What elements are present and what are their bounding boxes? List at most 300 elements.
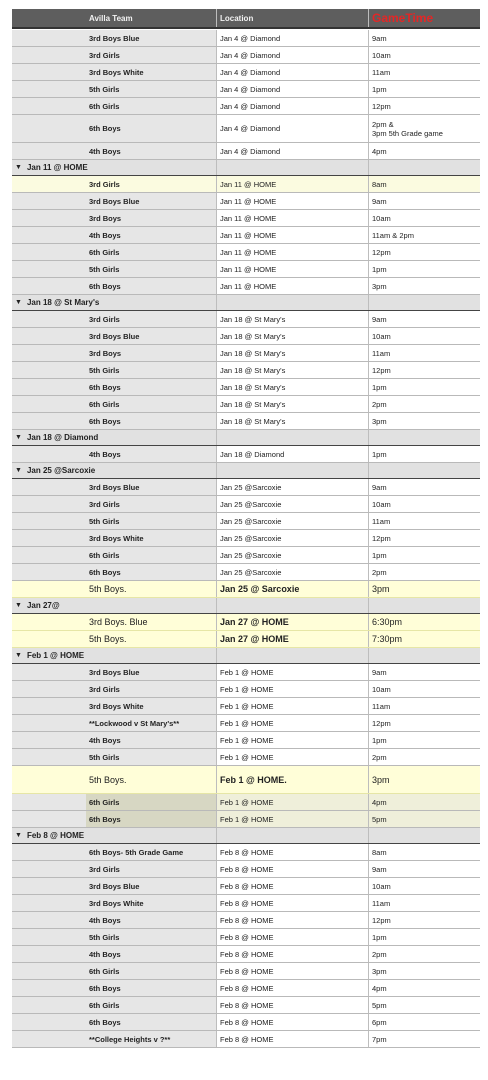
team-cell[interactable]: 3rd Boys <box>86 345 216 361</box>
table-row[interactable] <box>12 963 480 980</box>
header-location[interactable]: Location <box>216 9 368 27</box>
location-cell[interactable]: Jan 18 @ St Mary's <box>216 379 368 395</box>
group-label-cell[interactable] <box>12 160 216 175</box>
team-cell[interactable]: 3rd Boys Blue <box>86 328 216 344</box>
triangle-down-icon[interactable]: ▼ <box>15 299 22 306</box>
location-cell[interactable]: Jan 18 @ St Mary's <box>216 362 368 378</box>
table-row[interactable] <box>12 698 480 715</box>
location-cell[interactable]: Feb 8 @ HOME <box>216 997 368 1013</box>
table-row[interactable] <box>12 362 480 379</box>
time-cell[interactable]: 1pm <box>368 732 480 748</box>
time-cell[interactable]: 12pm <box>368 244 480 260</box>
location-cell[interactable]: Jan 25 @Sarcoxie <box>216 530 368 546</box>
banner-row[interactable] <box>12 631 480 648</box>
location-cell[interactable]: Jan 4 @ Diamond <box>216 81 368 97</box>
team-cell[interactable]: 3rd Boys Blue <box>86 479 216 495</box>
location-cell[interactable]: Feb 8 @ HOME <box>216 1014 368 1030</box>
row-spacer-cell[interactable] <box>12 749 86 765</box>
table-row[interactable] <box>12 328 480 345</box>
team-cell[interactable]: 6th Boys <box>86 115 216 142</box>
table-row[interactable] <box>12 244 480 261</box>
row-spacer-cell[interactable] <box>12 513 86 529</box>
group-header-row[interactable] <box>12 598 480 614</box>
team-cell[interactable]: 3rd Boys Blue <box>86 193 216 209</box>
table-row[interactable] <box>12 413 480 430</box>
team-cell[interactable]: 4th Boys <box>86 227 216 243</box>
team-cell[interactable]: 6th Boys <box>86 980 216 996</box>
row-spacer-cell[interactable] <box>12 631 86 647</box>
table-row[interactable] <box>12 1014 480 1031</box>
time-cell[interactable]: 12pm <box>368 715 480 731</box>
location-cell[interactable]: Jan 11 @ HOME <box>216 244 368 260</box>
table-row[interactable] <box>12 811 480 828</box>
time-cell[interactable]: 12pm <box>368 362 480 378</box>
row-spacer-cell[interactable] <box>12 244 86 260</box>
table-row[interactable] <box>12 794 480 811</box>
location-cell[interactable]: Jan 11 @ HOME <box>216 193 368 209</box>
time-cell[interactable]: 2pm <box>368 749 480 765</box>
location-cell[interactable]: Feb 1 @ HOME <box>216 749 368 765</box>
table-row[interactable] <box>12 715 480 732</box>
team-cell[interactable]: 3rd Boys White <box>86 895 216 911</box>
time-cell[interactable]: 4pm <box>368 794 480 810</box>
time-cell[interactable]: 3pm <box>368 278 480 294</box>
time-cell[interactable]: 9am <box>368 311 480 327</box>
table-row[interactable] <box>12 446 480 463</box>
table-row[interactable] <box>12 997 480 1014</box>
table-row[interactable] <box>12 210 480 227</box>
table-row[interactable] <box>12 227 480 244</box>
team-cell[interactable]: 6th Girls <box>86 98 216 114</box>
location-cell[interactable]: Feb 8 @ HOME <box>216 912 368 928</box>
team-cell[interactable]: 3rd Boys. Blue <box>89 617 148 627</box>
team-cell[interactable]: 5th Girls <box>86 513 216 529</box>
location-cell[interactable]: Jan 11 @ HOME <box>216 210 368 226</box>
time-cell[interactable]: 8am <box>368 176 480 192</box>
time-cell[interactable]: 2pm <box>368 946 480 962</box>
row-spacer-cell[interactable] <box>12 895 86 911</box>
team-cell[interactable]: 6th Boys <box>86 811 216 827</box>
location-cell[interactable]: Jan 11 @ HOME <box>216 261 368 277</box>
team-cell[interactable]: 6th Girls <box>86 997 216 1013</box>
row-spacer-cell[interactable] <box>12 997 86 1013</box>
time-cell[interactable]: 3pm <box>368 581 480 597</box>
time-cell[interactable]: 1pm <box>368 379 480 395</box>
table-row[interactable] <box>12 980 480 997</box>
time-cell[interactable]: 2pm <box>368 396 480 412</box>
time-cell[interactable]: 12pm <box>368 98 480 114</box>
row-spacer-cell[interactable] <box>12 844 86 860</box>
team-cell[interactable]: 6th Girls <box>86 794 216 810</box>
location-cell[interactable]: Feb 8 @ HOME <box>216 878 368 894</box>
location-cell[interactable]: Jan 18 @ St Mary's <box>216 311 368 327</box>
time-cell[interactable]: 4pm <box>368 980 480 996</box>
group-header-row[interactable] <box>12 648 480 664</box>
location-cell[interactable]: Jan 11 @ HOME <box>216 227 368 243</box>
table-row[interactable] <box>12 30 480 47</box>
location-cell[interactable]: Feb 1 @ HOME <box>216 715 368 731</box>
row-spacer-cell[interactable] <box>12 261 86 277</box>
group-empty-cell[interactable] <box>216 160 368 175</box>
team-cell[interactable]: 5th Boys. <box>89 584 127 594</box>
row-spacer-cell[interactable] <box>12 446 86 462</box>
group-label-cell[interactable] <box>12 598 216 613</box>
triangle-down-icon[interactable]: ▼ <box>15 467 22 474</box>
group-label-cell[interactable] <box>12 648 216 663</box>
team-cell[interactable]: 3rd Boys Blue <box>86 664 216 680</box>
team-cell[interactable]: 6th Girls <box>86 963 216 979</box>
table-row[interactable] <box>12 513 480 530</box>
location-cell[interactable]: Feb 8 @ HOME <box>216 929 368 945</box>
team-cell[interactable]: 3rd Boys White <box>86 698 216 714</box>
table-row[interactable] <box>12 547 480 564</box>
table-row[interactable] <box>12 479 480 496</box>
time-cell[interactable]: 9am <box>368 479 480 495</box>
location-cell[interactable]: Jan 25 @ Sarcoxie <box>216 581 368 597</box>
table-row[interactable] <box>12 261 480 278</box>
time-cell[interactable]: 11am & 2pm <box>368 227 480 243</box>
time-cell[interactable]: 3pm <box>368 963 480 979</box>
row-spacer-cell[interactable] <box>12 878 86 894</box>
table-row[interactable] <box>12 681 480 698</box>
location-cell[interactable]: Jan 18 @ Diamond <box>216 446 368 462</box>
location-cell[interactable]: Jan 25 @Sarcoxie <box>216 547 368 563</box>
row-spacer-cell[interactable] <box>12 715 86 731</box>
location-cell[interactable]: Jan 18 @ St Mary's <box>216 345 368 361</box>
location-cell[interactable]: Jan 18 @ St Mary's <box>216 396 368 412</box>
row-spacer-cell[interactable] <box>12 811 86 827</box>
time-cell[interactable]: 9am <box>368 664 480 680</box>
location-cell[interactable]: Jan 11 @ HOME <box>216 176 368 192</box>
row-spacer-cell[interactable] <box>12 732 86 748</box>
group-label-cell[interactable] <box>12 463 216 478</box>
time-cell[interactable]: 1pm <box>368 261 480 277</box>
row-spacer-cell[interactable] <box>12 362 86 378</box>
row-spacer-cell[interactable] <box>12 564 86 580</box>
row-spacer-cell[interactable] <box>12 379 86 395</box>
group-empty-cell[interactable] <box>368 598 480 613</box>
table-row[interactable] <box>12 861 480 878</box>
table-row[interactable] <box>12 844 480 861</box>
location-cell[interactable]: Feb 1 @ HOME <box>216 732 368 748</box>
location-cell[interactable]: Jan 4 @ Diamond <box>216 30 368 46</box>
location-cell[interactable]: Feb 8 @ HOME <box>216 861 368 877</box>
time-cell[interactable]: 9am <box>368 861 480 877</box>
group-empty-cell[interactable] <box>216 463 368 478</box>
location-cell[interactable]: Jan 4 @ Diamond <box>216 64 368 80</box>
time-cell[interactable]: 10am <box>368 328 480 344</box>
table-row[interactable] <box>12 379 480 396</box>
row-spacer-cell[interactable] <box>12 396 86 412</box>
header-team[interactable]: Avilla Team <box>89 13 133 23</box>
row-spacer-cell[interactable] <box>12 912 86 928</box>
team-cell[interactable]: 5th Girls <box>86 749 216 765</box>
time-cell[interactable]: 5pm <box>368 811 480 827</box>
group-empty-cell[interactable] <box>216 828 368 843</box>
location-cell[interactable]: Jan 4 @ Diamond <box>216 143 368 159</box>
table-row[interactable] <box>12 115 480 143</box>
time-cell[interactable]: 10am <box>368 210 480 226</box>
team-cell[interactable]: 6th Girls <box>86 547 216 563</box>
team-cell[interactable]: 5th Boys. <box>89 634 127 644</box>
location-cell[interactable]: Jan 25 @Sarcoxie <box>216 513 368 529</box>
header-gametime[interactable]: GameTime <box>368 9 480 27</box>
table-row[interactable] <box>12 47 480 64</box>
location-cell[interactable]: Jan 25 @Sarcoxie <box>216 496 368 512</box>
table-row[interactable] <box>12 912 480 929</box>
group-empty-cell[interactable] <box>368 828 480 843</box>
team-cell[interactable]: 3rd Boys Blue <box>86 30 216 46</box>
table-row[interactable] <box>12 530 480 547</box>
triangle-down-icon[interactable]: ▼ <box>15 602 22 609</box>
row-spacer-cell[interactable] <box>12 681 86 697</box>
row-spacer-cell[interactable] <box>12 547 86 563</box>
location-cell[interactable]: Jan 27 @ HOME <box>216 614 368 630</box>
team-cell[interactable]: 3rd Girls <box>86 47 216 63</box>
row-spacer-cell[interactable] <box>12 210 86 226</box>
group-empty-cell[interactable] <box>216 598 368 613</box>
group-label-cell[interactable] <box>12 295 216 310</box>
table-row[interactable] <box>12 98 480 115</box>
triangle-down-icon[interactable]: ▼ <box>15 652 22 659</box>
team-cell[interactable]: 5th Girls <box>86 261 216 277</box>
table-row[interactable] <box>12 193 480 210</box>
team-cell[interactable]: 6th Girls <box>86 244 216 260</box>
group-header-row[interactable] <box>12 295 480 311</box>
table-row[interactable] <box>12 278 480 295</box>
row-spacer-cell[interactable] <box>12 143 86 159</box>
time-cell[interactable]: 9am <box>368 193 480 209</box>
team-cell[interactable]: 5th Girls <box>86 362 216 378</box>
location-cell[interactable]: Feb 8 @ HOME <box>216 1031 368 1047</box>
row-spacer-cell[interactable] <box>12 581 86 597</box>
time-cell[interactable]: 1pm <box>368 446 480 462</box>
team-cell[interactable]: **Lockwood v St Mary's** <box>86 715 216 731</box>
group-label-cell[interactable] <box>12 430 216 445</box>
location-cell[interactable]: Feb 1 @ HOME <box>216 794 368 810</box>
time-cell[interactable]: 3pm <box>368 766 480 793</box>
table-row[interactable] <box>12 732 480 749</box>
group-empty-cell[interactable] <box>216 295 368 310</box>
team-cell[interactable]: 5th Boys. <box>89 774 127 785</box>
time-cell[interactable]: 6:30pm <box>368 614 480 630</box>
group-label-cell[interactable] <box>12 828 216 843</box>
time-cell[interactable]: 10am <box>368 496 480 512</box>
time-cell[interactable]: 11am <box>368 513 480 529</box>
location-cell[interactable]: Jan 4 @ Diamond <box>216 47 368 63</box>
table-row[interactable] <box>12 929 480 946</box>
row-spacer-cell[interactable] <box>12 698 86 714</box>
row-spacer-cell[interactable] <box>12 227 86 243</box>
row-spacer-cell[interactable] <box>12 311 86 327</box>
row-spacer-cell[interactable] <box>12 176 86 192</box>
table-row[interactable] <box>12 946 480 963</box>
location-cell[interactable]: Jan 25 @Sarcoxie <box>216 564 368 580</box>
table-row[interactable] <box>12 64 480 81</box>
location-cell[interactable]: Jan 4 @ Diamond <box>216 98 368 114</box>
row-spacer-cell[interactable] <box>12 794 86 810</box>
location-cell[interactable]: Jan 25 @Sarcoxie <box>216 479 368 495</box>
group-header-row[interactable] <box>12 463 480 479</box>
row-spacer-cell[interactable] <box>12 861 86 877</box>
team-cell[interactable]: 4th Boys <box>86 946 216 962</box>
row-spacer-cell[interactable] <box>12 479 86 495</box>
team-cell[interactable]: 4th Boys <box>86 912 216 928</box>
time-cell[interactable]: 7pm <box>368 1031 480 1047</box>
table-row[interactable] <box>12 143 480 160</box>
table-row[interactable] <box>12 311 480 328</box>
time-cell[interactable]: 2pm <box>368 564 480 580</box>
row-spacer-cell[interactable] <box>12 328 86 344</box>
table-row[interactable] <box>12 749 480 766</box>
location-cell[interactable]: Jan 27 @ HOME <box>216 631 368 647</box>
time-cell[interactable]: 11am <box>368 895 480 911</box>
team-cell[interactable]: 6th Boys <box>86 379 216 395</box>
table-row[interactable] <box>12 564 480 581</box>
time-cell[interactable]: 1pm <box>368 547 480 563</box>
table-row[interactable] <box>12 345 480 362</box>
team-cell[interactable]: 3rd Girls <box>86 681 216 697</box>
location-cell[interactable]: Feb 8 @ HOME <box>216 963 368 979</box>
row-spacer-cell[interactable] <box>12 1031 86 1047</box>
group-empty-cell[interactable] <box>368 430 480 445</box>
table-row[interactable] <box>12 176 480 193</box>
team-cell[interactable]: 3rd Boys <box>86 210 216 226</box>
time-cell[interactable]: 11am <box>368 698 480 714</box>
row-spacer-cell[interactable] <box>12 929 86 945</box>
team-cell[interactable]: 4th Boys <box>86 446 216 462</box>
time-cell[interactable]: 10am <box>368 681 480 697</box>
team-cell[interactable]: 3rd Boys White <box>86 530 216 546</box>
row-spacer-cell[interactable] <box>12 30 86 46</box>
team-cell[interactable]: 3rd Girls <box>86 861 216 877</box>
row-spacer-cell[interactable] <box>12 946 86 962</box>
time-cell[interactable]: 1pm <box>368 81 480 97</box>
row-spacer-cell[interactable] <box>12 496 86 512</box>
team-cell[interactable]: 6th Girls <box>86 396 216 412</box>
time-cell[interactable]: 8am <box>368 844 480 860</box>
group-empty-cell[interactable] <box>216 430 368 445</box>
group-label: Jan 25 @Sarcoxie <box>26 466 96 475</box>
team-cell[interactable]: 5th Girls <box>86 929 216 945</box>
time-cell[interactable]: 12pm <box>368 912 480 928</box>
row-spacer-cell[interactable] <box>12 115 86 142</box>
table-row[interactable] <box>12 396 480 413</box>
team-cell[interactable]: 3rd Girls <box>89 179 120 189</box>
row-spacer-cell[interactable] <box>12 963 86 979</box>
location-cell[interactable]: Feb 1 @ HOME. <box>216 766 368 793</box>
team-cell[interactable]: 6th Boys <box>86 278 216 294</box>
location-cell[interactable]: Feb 8 @ HOME <box>216 844 368 860</box>
time-cell[interactable]: 1pm <box>368 929 480 945</box>
row-spacer-cell[interactable] <box>12 81 86 97</box>
group-empty-cell[interactable] <box>216 648 368 663</box>
banner-row[interactable] <box>12 614 480 631</box>
team-cell[interactable]: 3rd Girls <box>86 496 216 512</box>
time-cell[interactable]: 2pm & 3pm 5th Grade game <box>368 115 480 142</box>
row-spacer-cell[interactable] <box>12 413 86 429</box>
team-cell[interactable]: 4th Boys <box>86 143 216 159</box>
team-cell[interactable]: 6th Boys <box>86 1014 216 1030</box>
location-cell[interactable]: Jan 18 @ St Mary's <box>216 413 368 429</box>
table-row[interactable] <box>12 1031 480 1048</box>
team-cell[interactable]: 4th Boys <box>86 732 216 748</box>
time-cell[interactable]: 7:30pm <box>368 631 480 647</box>
group-empty-cell[interactable] <box>368 463 480 478</box>
location-cell[interactable]: Jan 18 @ St Mary's <box>216 328 368 344</box>
row-spacer-cell[interactable] <box>12 530 86 546</box>
banner-row[interactable] <box>12 766 480 794</box>
team-cell[interactable]: 5th Girls <box>86 81 216 97</box>
table-row[interactable] <box>12 878 480 895</box>
table-row[interactable] <box>12 496 480 513</box>
group-empty-cell[interactable] <box>368 295 480 310</box>
group-header-row[interactable] <box>12 828 480 844</box>
row-spacer-cell[interactable] <box>12 278 86 294</box>
time-cell[interactable]: 3pm <box>368 413 480 429</box>
time-cell[interactable]: 6pm <box>368 1014 480 1030</box>
time-cell[interactable]: 12pm <box>368 530 480 546</box>
time-cell[interactable]: 4pm <box>368 143 480 159</box>
location-cell[interactable]: Feb 1 @ HOME <box>216 698 368 714</box>
table-row[interactable] <box>12 664 480 681</box>
group-header-row[interactable] <box>12 160 480 176</box>
team-cell[interactable]: 6th Boys- 5th Grade Game <box>86 844 216 860</box>
row-spacer-cell[interactable] <box>12 1014 86 1030</box>
location-cell[interactable]: Feb 1 @ HOME <box>216 811 368 827</box>
team-cell[interactable]: 3rd Boys White <box>86 64 216 80</box>
row-spacer-cell[interactable] <box>12 980 86 996</box>
location-cell[interactable]: Feb 1 @ HOME <box>216 664 368 680</box>
row-spacer-cell[interactable] <box>12 766 86 793</box>
location-cell[interactable]: Feb 8 @ HOME <box>216 980 368 996</box>
group-empty-cell[interactable] <box>368 648 480 663</box>
group-empty-cell[interactable] <box>368 160 480 175</box>
time-cell[interactable]: 9am <box>368 30 480 46</box>
row-spacer-cell[interactable] <box>12 193 86 209</box>
location-cell[interactable]: Jan 11 @ HOME <box>216 278 368 294</box>
location-cell[interactable]: Feb 1 @ HOME <box>216 681 368 697</box>
time-cell[interactable]: 10am <box>368 878 480 894</box>
time-cell[interactable]: 10am <box>368 47 480 63</box>
location-cell[interactable]: Jan 4 @ Diamond <box>216 115 368 142</box>
time-cell[interactable]: 5pm <box>368 997 480 1013</box>
time-cell[interactable]: 11am <box>368 345 480 361</box>
team-cell[interactable]: 3rd Girls <box>86 311 216 327</box>
location-cell[interactable]: Feb 8 @ HOME <box>216 895 368 911</box>
triangle-down-icon[interactable]: ▼ <box>15 164 22 171</box>
group-header-row[interactable] <box>12 430 480 446</box>
triangle-down-icon[interactable]: ▼ <box>15 832 22 839</box>
banner-row[interactable] <box>12 581 480 598</box>
row-spacer-cell[interactable] <box>12 664 86 680</box>
triangle-down-icon[interactable]: ▼ <box>15 434 22 441</box>
group-label: Feb 1 @ HOME <box>26 651 85 660</box>
row-spacer-cell[interactable] <box>12 47 86 63</box>
team-cell[interactable]: 6th Boys <box>86 413 216 429</box>
team-cell[interactable]: **College Heights v ?** <box>86 1031 216 1047</box>
team-cell[interactable]: 3rd Boys Blue <box>86 878 216 894</box>
row-spacer-cell[interactable] <box>12 98 86 114</box>
table-row[interactable] <box>12 895 480 912</box>
location-cell[interactable]: Feb 8 @ HOME <box>216 946 368 962</box>
team-cell[interactable]: 6th Boys <box>86 564 216 580</box>
row-spacer-cell[interactable] <box>12 614 86 630</box>
time-cell[interactable]: 11am <box>368 64 480 80</box>
table-row[interactable] <box>12 81 480 98</box>
row-spacer-cell[interactable] <box>12 64 86 80</box>
row-spacer-cell[interactable] <box>12 345 86 361</box>
